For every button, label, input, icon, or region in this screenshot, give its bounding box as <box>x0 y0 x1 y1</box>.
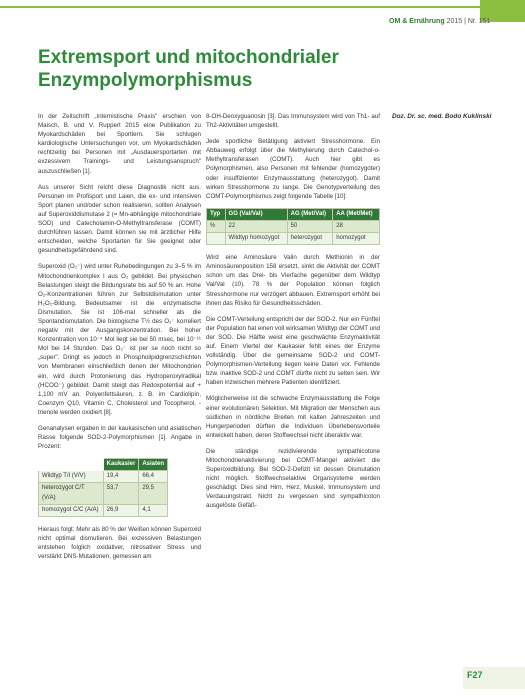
table-cell <box>207 233 226 245</box>
column-right <box>206 112 380 518</box>
paragraph: Möglicherweise ist die schwache Enzymausstattung die Folge einer evolutionären Selektion. Mit Migration der Menschen aus südlichen in nördliche Breiten mit kalten Jahreszeiten und Hungerperioden dürften die Individuen Überlebensvorteile entwickelt haben, deren Stoffwechsel nicht überaktiv war. <box>206 395 380 439</box>
table-row <box>39 483 168 504</box>
paragraph: 8-OH-Deoxyguanosin [3]. Das Immunsystem wird von Th1- auf Th2-Aktivitäten umgestellt. <box>206 113 380 130</box>
table-row <box>207 220 380 232</box>
column-left <box>38 112 201 568</box>
table-row <box>39 471 168 483</box>
paragraph: Superoxid (O₂⁻) wird unter Ruhebedingungen zu 3–5 % im Mitochondrienkomplex I aus O₂ gebildet. Bei physischen Belastungen steigt die Bildungsrate bis auf 50 % an. Hohe O₂-Konzentrationen führen zur Selbstdismutation unter H₂O₂-Bildung. Bedeutsamer ist die enzymatische Dismutation. Sie ist 106-mal schneller als die Spontandismutation. Die biologische T½ des O₂⁻ korreliert negativ mit der Ausgangskonzentration. Bei hoher Konzentration von 10⁻⁴ Mol liegt sie bei 50 msec, bei 10⁻¹¹ Mol bei 14 Stunden. Das O₂⁻ ist per se noch nicht so „super". Dringt es jedoch in Phospholipidgrenzschichten von Membranen einschließlich denen der Mitochondrien ein, wird durch Protonierung das Hydroperoxylradikal (HCOO⁻) gebildet. Damit steigt das Redoxpotential auf + 1,100 mV an. Polyenfettsäuren, z. B. im Cardiolipin, Coenzym Q10, Vitamin C, Cholesterol und Tocopherol, -trienole werden oxidiert [8]. <box>38 263 201 416</box>
table-cell: 50 <box>287 220 333 232</box>
table-header-cell: Asiaten <box>139 459 168 471</box>
header-issue: Nr. 151 <box>467 18 491 25</box>
sod2-table <box>38 458 168 516</box>
table-cell: 19,4 <box>103 471 139 483</box>
table-cell: homozygot C/C (A/A) <box>39 504 104 516</box>
table-cell: 28 <box>333 220 380 232</box>
table-cell: Wildtyp homozygot <box>225 233 287 245</box>
table-row <box>39 504 168 516</box>
paragraph: Genanalysen ergaben in der kaukasischen und asiatischen Rasse folgende SOD-2-Polymorphismen [1]. Angabe in Prozent: <box>38 425 201 451</box>
table-cell: heterozygot C/T (V/A) <box>39 483 104 504</box>
table-cell: heterozygot <box>287 233 333 245</box>
table-cell: 66,4 <box>139 471 168 483</box>
table-header-cell: Kaukasier <box>103 459 139 471</box>
paragraph: Die ständige rezidivierende sympathicotone Mitochondrienaktivierung bei COMT-Mangel aktiviert die Superoxidbildung. Bei SOD-2-Defizit ist dessen Dismutation nicht möglich. Stoffwechselaktive Organsysteme werden geschädigt. Dies sind Hirn, Herz, Muskel, Immunsystem und Verdauungstrakt. Nicht zu vergessen sind sympathicoton ausgelöste Gefäß- <box>206 447 380 510</box>
page-number: F27 <box>467 670 483 680</box>
header-year: 2015 <box>446 18 463 25</box>
magazine-name: OM & Ernährung <box>389 18 445 25</box>
table-cell: homozygot <box>333 233 380 245</box>
paragraph: Aus unserer Sicht reicht diese Diagnostik nicht aus. Personen im Profisport und Laien, die ex- und intensiven Sport planen und/oder schon realisieren, sollten Analysen auf Superoxiddismutase 2 (= Mn-abhängige mitochondriale SOD) und Catecholamin-O-Methyltransferase (COMT) durchführen lassen. Damit können sie mit ärztlicher Hilfe entscheiden, welche Sportarten für Sie geeignet oder gesundheitsgefährdend sind. <box>38 183 201 255</box>
table-cell: 29,5 <box>139 483 168 504</box>
table-row <box>207 233 380 245</box>
article-title: Extremsport und mitochondrialer Enzympolymorphismus <box>38 47 339 91</box>
table-header-cell: AA (Met/Met) <box>333 208 380 220</box>
table-cell: 4,1 <box>139 504 168 516</box>
paragraph: Die COMT-Verteilung entspricht der der SOD-2. Nur ein Fünftel der Population hat einen voll wirksamen Wildtyp der COMT und der SOD. Die Hälfte weist eine geschwächte Enzymaktivität auf. Einem Viertel der Kaukasier fehlt eines der Enzyme vollständig. Über die gemeinsame SOD-2 und COMT-Polymorphismen-Verteilung liegen keine Daten vor. Fehlende bzw. inaktive SOD-2 und COMT dürfte nicht zu selten sein. Wir haben inzwischen mehrere Patienten identifiziert. <box>206 315 380 387</box>
table-cell: Wildtyp T/I (V/V) <box>39 471 104 483</box>
running-header: OM & Ernährung 2015 | Nr. 151 <box>389 18 491 25</box>
author-name: Doz. Dr. sc. med. Bodo Kuklinski <box>392 113 492 120</box>
table-header-cell <box>39 459 104 471</box>
table-cell: 53,7 <box>103 483 139 504</box>
comt-table <box>206 208 380 245</box>
table-header-cell: Typ <box>207 208 226 220</box>
paragraph: Hieraus folgt: Mehr als 80 % der Weißen können Superoxid nicht optimal dismutieren. Bei exzessiven Belastungen entstehen folglich oxidativer, nitrosativer Stress und verstärkt DNS-Mutationen, gemessen am <box>38 525 201 561</box>
table-header-cell: AG (Met/Val) <box>287 208 333 220</box>
paragraph: In der Zeitschrift „Internistische Praxis" erschien von Maisch, B. und V. Ruppert 2015 eine Publikation zu Myokardschäden bei Sportlern. Sie schlugen kardiologische Untersuchungen vor, um Myokardschäden rechtzeitig bei Personen mit „Ausdauersportarten mit exzessivem Trainings- und Leistungsanspruch" auszuschließen [1]. <box>38 113 201 175</box>
table-cell: 22 <box>225 220 287 232</box>
paragraph: Jede sportliche Betätigung aktiviert Stresshormone. Ein Abbauweg erfolgt über die Methylierung durch Catechol-o-Methyltransferasen (COMT). Auch hier gibt es Polymorphismen, also Personen mit fehlender (homozygoter) oder insuffizienter Enzymausstattung (heterozygot). Damit wirken Stresshormone zu lange. Die Genotypverteilung des COMT-Polymorphismus zeigt folgende Tabelle [10]: <box>206 138 380 200</box>
table-cell: 26,9 <box>103 504 139 516</box>
table-header-cell: GG (Val/Val) <box>225 208 287 220</box>
table-cell: % <box>207 220 226 232</box>
header-bar <box>0 6 480 8</box>
paragraph: Wird eine Aminosäure Valin durch Methionin in der Aminosäurenposition 158 ersetzt, sinkt die Aktivität der COMT schon um das Drei- bis Vierfache gegenüber dem Wildtyp Val/Val (10). 78 % der Population können folglich Stresshormone nur verzögert abbauen. Extremsport erhöht bei ihnen das Risiko für Gesundheitsschäden. <box>206 254 380 307</box>
